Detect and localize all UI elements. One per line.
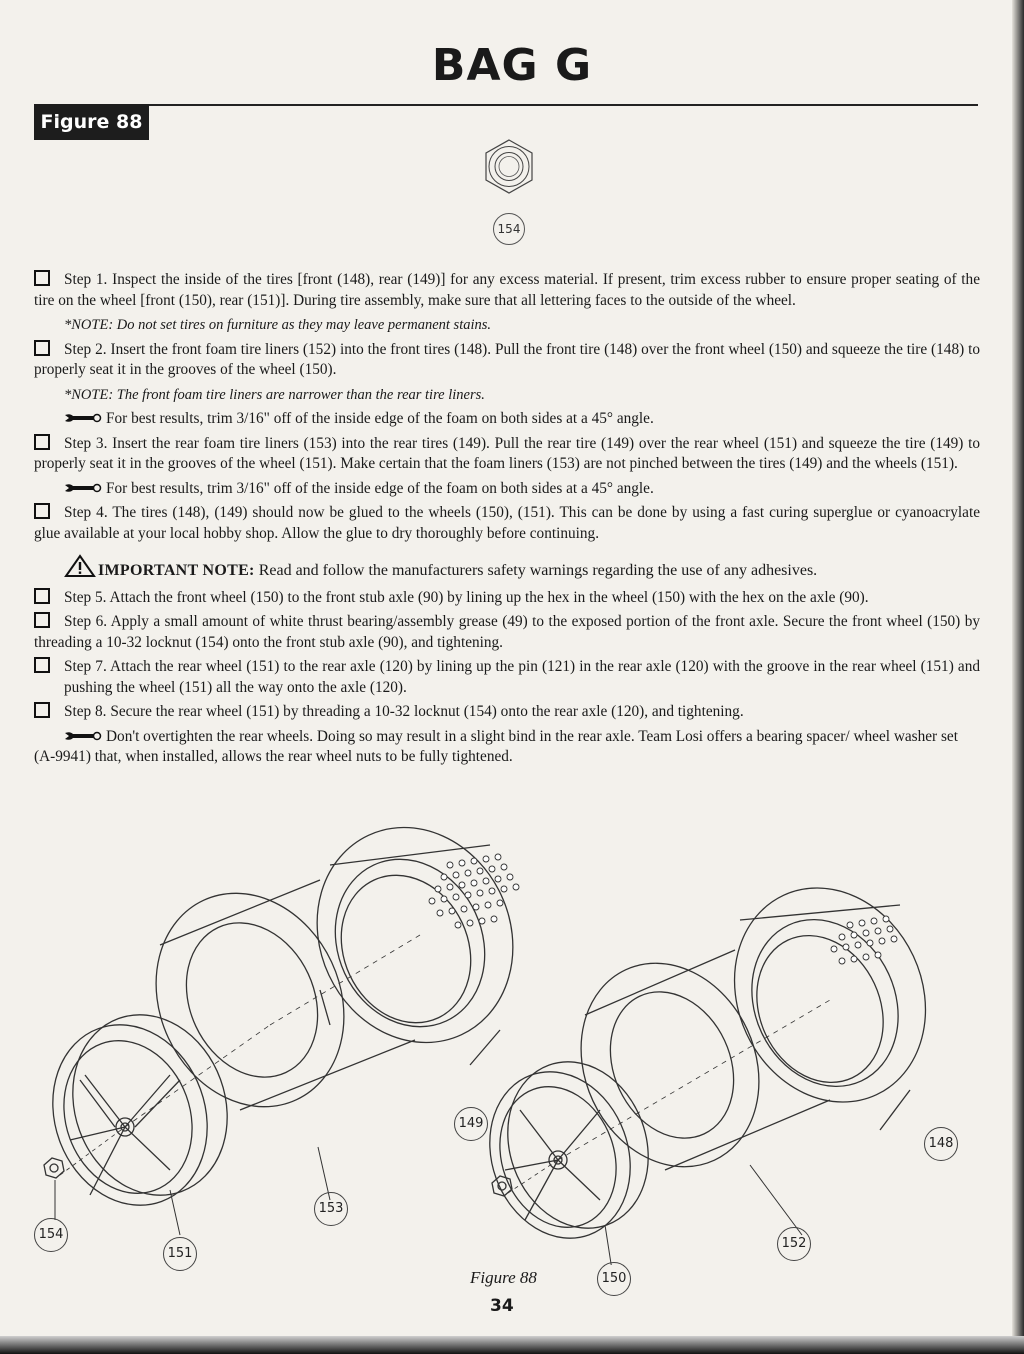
page-edge bbox=[1012, 0, 1024, 1354]
step-6: Step 6. Apply a small amount of white thrust bearing/assembly grease (49) to the exposed portion of the front axle. Secure the front wheel (150) by threading a 10-32 locknut (154) onto the front stub axle (90), and tightening. bbox=[34, 613, 980, 651]
rear-foam-liner-153 bbox=[122, 862, 415, 1137]
checkbox-icon[interactable] bbox=[34, 270, 50, 286]
callout-152: 152 bbox=[777, 1227, 811, 1261]
checkbox-icon[interactable] bbox=[34, 503, 50, 519]
step-7: Step 7. Attach the rear wheel (151) to the rear axle (120) by lining up the pin (121) in the rear axle (120) with the groove in the rear wheel (151) and pushing the wheel (151) all the way onto the axle (120). bbox=[34, 657, 980, 698]
wrench-icon bbox=[64, 413, 102, 423]
tip-1: For best results, trim 3/16" off of the inside edge of the foam on both sides at a 45° angle. bbox=[64, 409, 980, 430]
instructions bbox=[34, 270, 980, 772]
figure-caption: Figure 88 bbox=[470, 1268, 537, 1287]
callout-153: 153 bbox=[314, 1192, 348, 1226]
step-2: Step 2. Insert the front foam tire liners (152) into the front tires (148). Pull the front tire (148) over the front wheel (150) and squeeze the tire (148) to properly seat it in the grooves of the wheel (150). bbox=[34, 340, 980, 378]
page-number: 34 bbox=[490, 1296, 514, 1316]
step-8: Step 8. Secure the rear wheel (151) by threading a 10-32 locknut (154) onto the rear axle (120), and tightening. bbox=[34, 702, 980, 723]
callout-154-top: 154 bbox=[493, 213, 525, 245]
front-wheel-150 bbox=[467, 1042, 671, 1258]
figure-label: Figure 88 bbox=[34, 104, 149, 140]
step-4: Step 4. The tires (148), (149) should now be glued to the wheels (150), (151). This can be done by using a fast curing superglue or cyanoacrylate glue available at your local hobby shop. Allow the glue to dry thoroughly before continuing. bbox=[34, 504, 980, 542]
front-tire-148 bbox=[700, 856, 960, 1133]
locknut-illustration bbox=[478, 136, 540, 198]
tip-2: For best results, trim 3/16" off of the inside edge of the foam on both sides at a 45° angle. bbox=[64, 479, 980, 500]
scan-bottom-edge bbox=[0, 1336, 1024, 1354]
note-1: *NOTE: Do not set tires on furniture as they may leave permanent stains. bbox=[64, 317, 492, 333]
callout-151: 151 bbox=[163, 1237, 197, 1271]
step-3: Step 3. Insert the rear foam tire liners (153) into the rear tires (149). Pull the rear tire (149) over the rear wheel (151) and squeeze the tire (149) to properly seat it in the grooves of the wheel (151). Make certain that the foam liners (153) are not pinched between the tires (149) and the wheels (151). bbox=[34, 434, 980, 472]
checkbox-icon[interactable] bbox=[34, 612, 50, 628]
callout-150: 150 bbox=[597, 1262, 631, 1296]
wrench-icon bbox=[64, 731, 102, 741]
step-1: Step 1. Inspect the inside of the tires [front (148), rear (149)] for any excess material. If present, trim excess rubber to ensure proper seating of the tire on the wheel [front (150), rear (151)]. During tire assembly, make sure that all lettering faces to the outside of the wheel. bbox=[34, 271, 980, 309]
callout-148: 148 bbox=[924, 1127, 958, 1161]
rear-locknut-154 bbox=[44, 1158, 64, 1178]
callout-149: 149 bbox=[454, 1107, 488, 1141]
rear-wheel-151 bbox=[30, 993, 252, 1227]
note-2: *NOTE: The front foam tire liners are narrower than the rear tire liners. bbox=[64, 386, 485, 403]
tire-tread-dots bbox=[429, 854, 519, 928]
checkbox-icon[interactable] bbox=[34, 434, 50, 450]
wrench-icon bbox=[64, 483, 102, 493]
important-note: IMPORTANT NOTE: Read and follow the manufacturers safety warnings regarding the use of any adhesives. bbox=[64, 554, 980, 582]
step-5: Step 5. Attach the front wheel (150) to the front stub axle (90) by lining up the hex in the wheel (150) with the hex on the axle (90). bbox=[34, 588, 980, 609]
checkbox-icon[interactable] bbox=[34, 588, 50, 604]
figure-rule bbox=[34, 104, 978, 106]
checkbox-icon[interactable] bbox=[34, 340, 50, 356]
rear-tire-149 bbox=[282, 825, 547, 1075]
wheel-assembly-drawing bbox=[30, 825, 990, 1265]
page-title: BAG G bbox=[431, 40, 593, 91]
checkbox-icon[interactable] bbox=[34, 657, 50, 673]
tip-3: Don't overtighten the rear wheels. Doing so may result in a slight bind in the rear axle. Team Losi offers a bearing spacer/ wheel washer set (A-9941) that, when installed, allows the rear wheel nuts to be fully tightened. bbox=[34, 727, 958, 765]
checkbox-icon[interactable] bbox=[34, 702, 50, 718]
callout-154: 154 bbox=[34, 1218, 68, 1252]
warning-icon bbox=[64, 554, 96, 578]
